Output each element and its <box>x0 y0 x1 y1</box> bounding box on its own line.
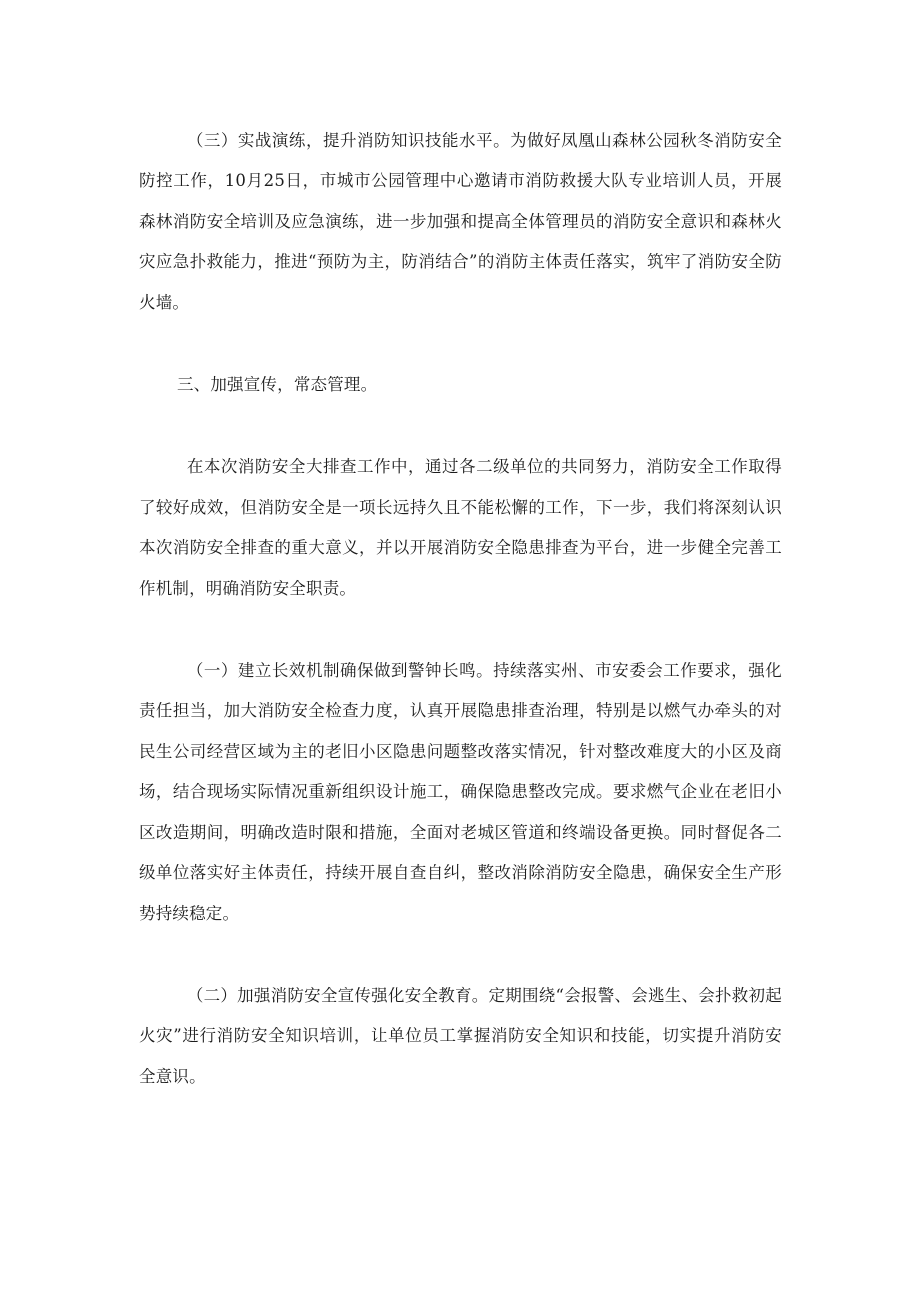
section-heading-publicity: 三、加强宣传，常态管理。 <box>176 375 378 395</box>
paragraph-drill-training: （三）实战演练，提升消防知识技能水平。为做好凤凰山森林公园秋冬消防安全防控工作，10月25日，市城市公园管理中心邀请市消防救援大队专业培训人员，开展森林消防安全培训及应急演练，进一步加强和提高全体管理员的消防安全意识和森林火灾应急扑救能力，推进“预防为主，防消结合”的消防主体责任落实，筑牢了消防安全防火墙。 <box>139 131 782 312</box>
paragraph-inspection-summary: 在本次消防安全大排查工作中，通过各二级单位的共同努力，消防安全工作取得了较好成效，但消防安全是一项长远持久且不能松懈的工作，下一步，我们将深刻认识本次消防安全排查的重大意义，并以开展消防安全隐患排查为平台，进一步健全完善工作机制，明确消防安全职责。 <box>139 457 782 598</box>
document-body <box>139 121 782 1097</box>
paragraph-long-term-mechanism: （一）建立长效机制确保做到警钟长鸣。持续落实州、市安委会工作要求，强化责任担当，加大消防安全检查力度，认真开展隐患排查治理，特别是以燃气办牵头的对民生公司经营区域为主的老旧小区隐患问题整改落实情况，针对整改难度大的小区及商场，结合现场实际情况重新组织设计施工，确保隐患整改完成。要求燃气企业在老旧小区改造期间，明确改造时限和措施，全面对老城区管道和终端设备更换。同时督促各二级单位落实好主体责任，持续开展自查自纠，整改消除消防安全隐患，确保安全生产形势持续稳定。 <box>139 661 782 923</box>
paragraph-safety-education: （二）加强消防安全宣传强化安全教育。定期围绕“会报警、会逃生、会扑救初起火灾”进行消防安全知识培训，让单位员工掌握消防安全知识和技能，切实提升消防安全意识。 <box>139 985 782 1086</box>
